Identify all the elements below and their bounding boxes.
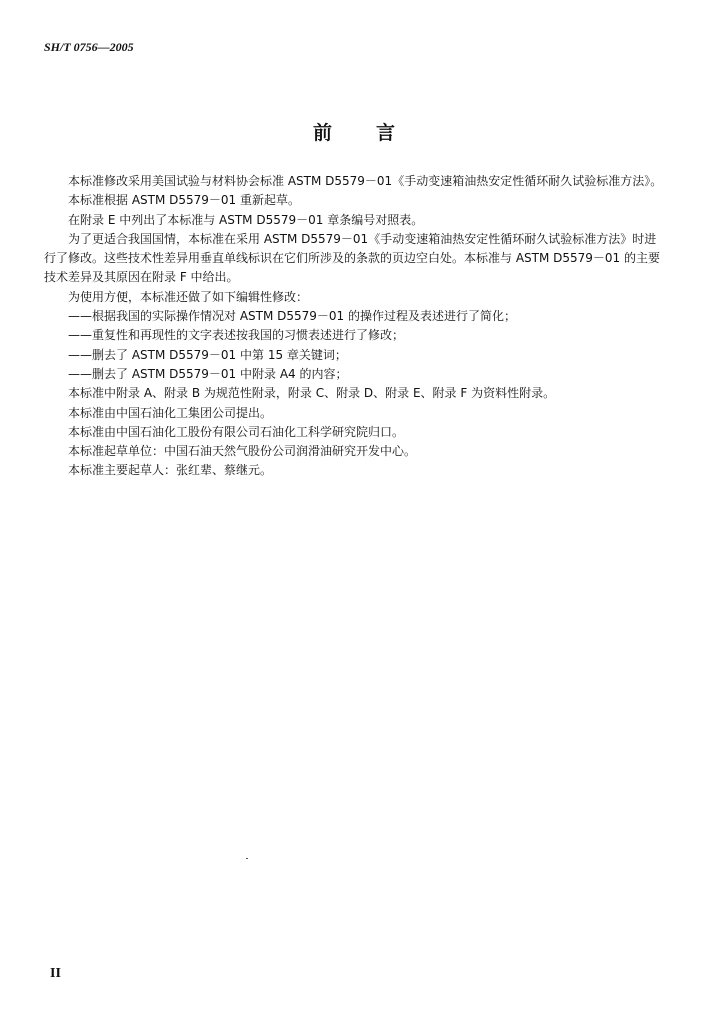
paragraph-annex-e: 在附录 E 中列出了本标准与 ASTM D5579－01 章条编号对照表。 [68,212,424,227]
paragraph-editorial-intro: 为使用方便，本标准还做了如下编辑性修改： [68,289,309,304]
list-item-simplification: ——根据我国的实际操作情况对 ASTM D5579－01 的操作过程及表述进行了简化； [68,309,517,324]
paragraph-centralized: 本标准由中国石油化工股份有限公司石油化工科学研究院归口。 [68,424,405,439]
paragraph-drafting-basis: 本标准根据 ASTM D5579－01 重新起草。 [68,193,301,208]
standard-code-header: SH/T 0756—2005 [44,40,134,54]
list-item-repeatability: ——重复性和再现性的文字表述按我国的习惯表述进行了修改； [68,328,405,343]
foreword-body [44,172,664,481]
list-item-annex-a4-removed: ——删去了 ASTM D5579－01 中附录 A4 的内容； [68,366,348,381]
paragraph-adoption: 本标准修改采用美国试验与材料协会标准 ASTM D5579－01《手动变速箱油热安定性循环耐久试验标准方法》。 [68,174,663,188]
scan-dot-mark [246,858,248,859]
paragraph-modifications: 为了更适合我国国情，本标准在采用 ASTM D5579－01《手动变速箱油热安定性循环耐久试验标准方法》时进行了修改。这些技术性差异用垂直单线标识在它们所涉及的条款的页边空白处。本标准与 ASTM D5579－01 的主要技术差异及其原因在附录 F 中给出。 [44,231,661,285]
paragraph-annex-types: 本标准中附录 A、附录 B 为规范性附录，附录 C、附录 D、附录 E、附录 F 为资料性附录。 [68,386,556,401]
paragraph-drafting-unit: 本标准起草单位：中国石油天然气股份公司润滑油研究开发中心。 [68,444,417,459]
paragraph-drafters: 本标准主要起草人：张红辈、蔡继元。 [68,463,273,478]
list-item-keywords-removed: ——删去了 ASTM D5579－01 中第 15 章关键词； [68,347,347,362]
page-number: II [50,966,61,981]
page-title: 前言 [312,122,439,144]
paragraph-proposer: 本标准由中国石油化工集团公司提出。 [68,405,273,420]
